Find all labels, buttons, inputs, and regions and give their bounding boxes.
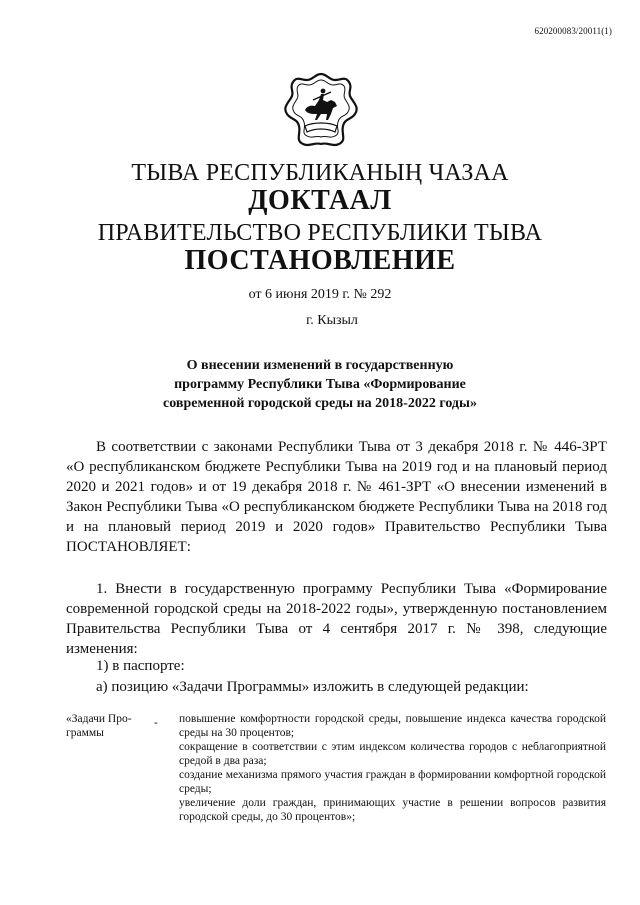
document-city: г. Кызыл — [306, 313, 358, 328]
subject-line: современной городской среды на 2018-2022 годы» — [163, 396, 477, 411]
document-subject — [0, 356, 640, 413]
document-id: 620200083/20011(1) — [534, 26, 612, 36]
table-row: создание механизма прямого участия граждан в формировании комфортной городской среды; — [179, 769, 606, 795]
subject-line: программу Республики Тыва «Формирование — [174, 377, 466, 392]
tuvan-organization-title: ТЫВА РЕСПУБЛИКАНЫҢ ЧАЗАА — [131, 160, 509, 186]
clause-1-paragraph: 1. Внести в государственную программу Республики Тыва «Формирование современной городской среды на 2018-2022 годы», утвержденную постановлением Правительства Республики Тыва от 4 сентября 2017 г. № 398, следующие изменения: — [66, 581, 607, 657]
table-row: увеличение доли граждан, принимающих участие в решении вопросов развития городской среды, до 30 процентов»; — [179, 797, 606, 823]
table-label-line: граммы — [66, 727, 104, 739]
tuva-coat-of-arms-icon — [281, 70, 361, 148]
emblem — [281, 70, 361, 148]
subitem-passport: 1) в паспорте: — [96, 658, 185, 674]
tuvan-document-type: ДОКТААЛ — [248, 185, 392, 216]
subject-line: О внесении изменений в государственную — [186, 358, 454, 373]
table-label-line: «Задачи Про- — [66, 713, 132, 725]
document-date: от 6 июня 2019 г. № 292 — [248, 287, 392, 302]
table-dash: - — [154, 717, 158, 729]
table-label — [66, 712, 166, 740]
table-row: повышение комфортности городской среды, повышение индекса качества городской среды на 30 процентов; — [179, 713, 606, 739]
table-row: сокращение в соответствии с этим индексом количества городов с неблагоприятной средой в два раза; — [179, 741, 606, 767]
preamble-paragraph: В соответствии с законами Республики Тыва от 3 декабря 2018 г. № 446-ЗРТ «О республиканском бюджете Республики Тыва на 2019 год и на плановый период 2020 и 2021 годов» и от 19 декабря 2018 г. № 461-ЗРТ «О внесении изменений в Закон Республики Тыва «О республиканском бюджете Республики Тыва на 2018 год и на плановый период 2019 и 2020 годов» Правительство Республики Тыва ПОСТАНОВЛЯЕТ: — [66, 439, 607, 555]
table-content — [179, 712, 606, 824]
subitem-position: а) позицию «Задачи Программы» изложить в следующей редакции: — [96, 679, 529, 695]
russian-document-type: ПОСТАНОВЛЕНИЕ — [184, 245, 456, 276]
russian-organization-title: ПРАВИТЕЛЬСТВО РЕСПУБЛИКИ ТЫВА — [97, 220, 543, 246]
